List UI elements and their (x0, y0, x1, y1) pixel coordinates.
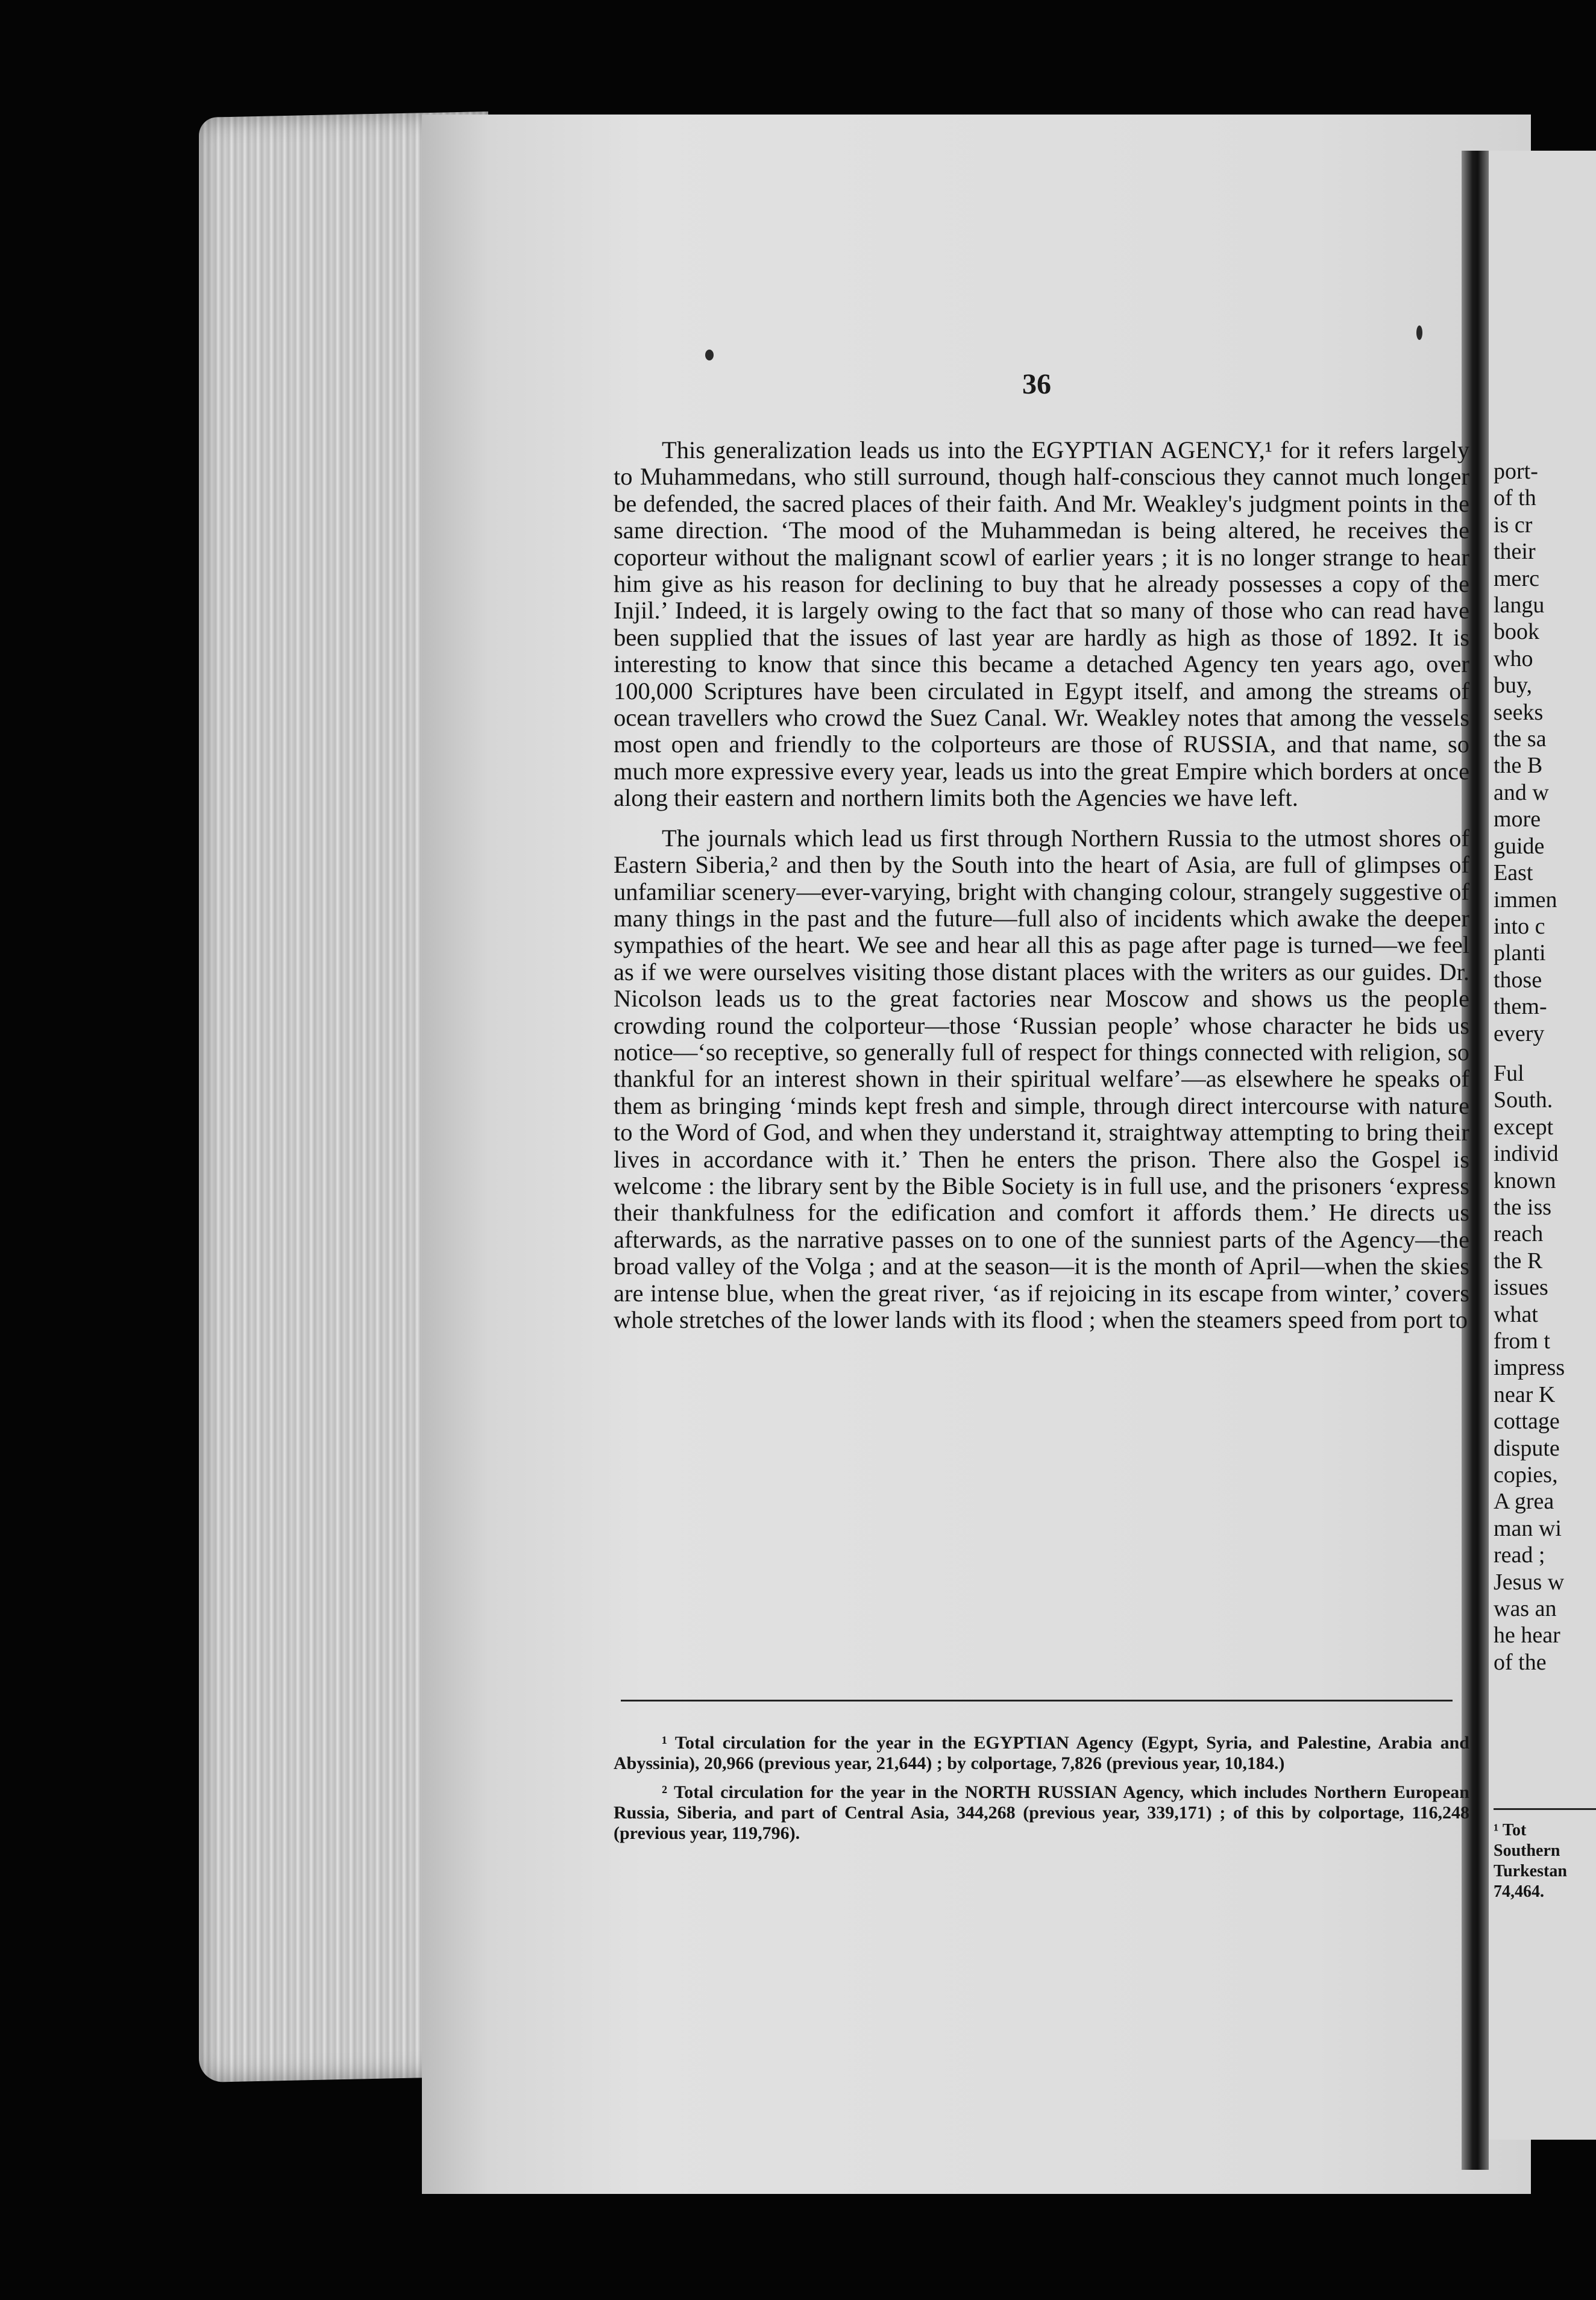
facing-line: the sa (1494, 726, 1547, 752)
main-text (614, 437, 1469, 1333)
facing-line: who (1494, 646, 1533, 671)
facing-line: read ; (1494, 1542, 1545, 1568)
facing-line: their (1494, 539, 1536, 565)
facing-line: known (1494, 1167, 1556, 1193)
facing-line: planti (1494, 940, 1546, 966)
facing-line: more (1494, 806, 1541, 832)
facing-line: and w (1494, 779, 1549, 805)
facing-line: issues (1494, 1275, 1548, 1301)
facing-footnote-divider (1494, 1808, 1596, 1810)
facing-line: book (1494, 619, 1539, 645)
facing-line: immen (1494, 887, 1557, 913)
facing-line: individ (1494, 1141, 1559, 1167)
facing-line: of th (1494, 485, 1536, 511)
paragraph-gap (1494, 1047, 1596, 1060)
facing-line: South. (1494, 1087, 1553, 1113)
facing-line: impress (1494, 1355, 1565, 1381)
facing-footnote-line: Southern (1494, 1841, 1560, 1860)
footnote-2: ² Total circulation for the year in the NORTH RUSSIAN Agency, which includes Northern European Russia, Siberia, and part of Central Asia, 344,268 (previous year, 339,171) ; of this by colportage, 116,248 (previous year, 119,796). (614, 1782, 1469, 1843)
facing-line: of the (1494, 1649, 1547, 1675)
facing-footnote-line: 74,464. (1494, 1882, 1544, 1901)
facing-line: Jesus w (1494, 1569, 1565, 1595)
facing-line: from t (1494, 1328, 1550, 1354)
facing-line: the B (1494, 753, 1543, 779)
facing-line: he hear (1494, 1623, 1560, 1648)
facing-footnote-line: Turkestan (1494, 1862, 1567, 1881)
facing-line: buy, (1494, 673, 1533, 699)
facing-line: guide (1494, 833, 1545, 859)
facing-page-text (1494, 458, 1596, 1676)
facing-line: seeks (1494, 699, 1544, 725)
facing-line: copies, (1494, 1462, 1558, 1488)
facing-line: near K (1494, 1381, 1556, 1407)
facing-line: reach (1494, 1221, 1544, 1247)
facing-line: East (1494, 860, 1533, 886)
facing-line: is cr (1494, 512, 1533, 538)
footnote-divider (621, 1700, 1453, 1701)
facing-line: Ful (1494, 1060, 1524, 1086)
facing-line: what (1494, 1301, 1538, 1327)
footnotes (614, 1733, 1469, 1852)
facing-line: except (1494, 1114, 1554, 1140)
facing-line: them- (1494, 994, 1547, 1020)
facing-line: A grea (1494, 1489, 1554, 1515)
facing-line: dispute (1494, 1435, 1560, 1461)
facing-line: the R (1494, 1248, 1543, 1274)
facing-footnote-line: ¹ Tot (1494, 1821, 1527, 1840)
footnote-1: ¹ Total circulation for the year in the EGYPTIAN Agency (Egypt, Syria, and Palestine, Arabia and Abyssinia), 20,966 (previous year, 21,644) ; by colportage, 7,826 (previous year, 10,184.) (614, 1733, 1469, 1773)
facing-line: was an (1494, 1596, 1557, 1622)
facing-line: port- (1494, 459, 1538, 484)
facing-line: the iss (1494, 1194, 1552, 1220)
ink-speck (1416, 325, 1422, 340)
facing-line: cottage (1494, 1409, 1560, 1434)
facing-line: langu (1494, 592, 1545, 618)
facing-line: into c (1494, 913, 1545, 939)
page-number: 36 (1022, 368, 1051, 400)
facing-line: every (1494, 1020, 1545, 1046)
facing-line: those (1494, 967, 1542, 993)
ink-speck (705, 350, 714, 360)
paragraph-2: The journals which lead us first through Northern Russia to the utmost shores of Eastern Siberia,² and then by the South into the heart of Asia, are full of glimpses of unfamiliar scenery—ever-varying, bright with changing colour, strangely suggestive of many things in the past and the future—full also of incidents which awake the deeper sympathies of the heart. We see and hear all this as page after page is turned—we feel as if we were ourselves visiting those distant places with the writers as our guides. Dr. Nicolson leads us to the great factories near Moscow and shows us the people crowding round the colporteur—those ‘Russian people’ whose character he bids us notice—‘so receptive, so generally full of respect for things connected with religion, so thankful for an interest shown in their spiritual welfare’—as elsewhere he speaks of them as bringing ‘minds kept fresh and simple, through direct intercourse with nature to the Word of God, and when they understand it, straightway attempting to bring their lives in accordance with it.’ Then he enters the prison. There also the Gospel is welcome : the library sent by the Bible Society is in full use, and the prisoners ‘express their thankfulness for the edification and comfort it affords them.’ He directs us afterwards, as the narrative passes on to one of the sunniest parts of the Agency—the broad valley of the Volga ; and at the season—it is the month of April—when the skies are intense blue, when the great river, ‘as if rejoicing in its escape from winter,’ covers whole stretches of the lower lands with its flood ; when the steamers speed from port to (614, 824, 1469, 1333)
facing-page-footnote (1494, 1820, 1596, 1902)
facing-line: merc (1494, 565, 1539, 591)
paragraph-1: This generalization leads us into the EGYPTIAN AGENCY,¹ for it refers largely to Muhammedans, who still surround, though half-conscious they cannot much longer be defended, the sacred places of their faith. And Mr. Weakley's judgment points in the same direction. ‘The mood of the Muhammedan is being altered, he receives the coporteur without the malignant scowl of earlier years ; it is no longer strange to hear him give as his reason for declining to buy that he already possesses a copy of the Injil.’ Indeed, it is largely owing to the fact that so many of those who can read have been supplied that the issues of last year are hardly as high as those of 1892. It is interesting to know that since this became a detached Agency ten years ago, over 100,000 Scriptures have been circulated in Egypt itself, and among the streams of ocean travellers who crowd the Suez Canal. Wr. Weakley notes that among the vessels most open and friendly to the colporteurs are those of RUSSIA, and that name, so much more expressive every year, leads us into the great Empire which borders at once along their eastern and northern limits both the Agencies we have left. (614, 436, 1469, 812)
facing-line: man wi (1494, 1515, 1562, 1541)
